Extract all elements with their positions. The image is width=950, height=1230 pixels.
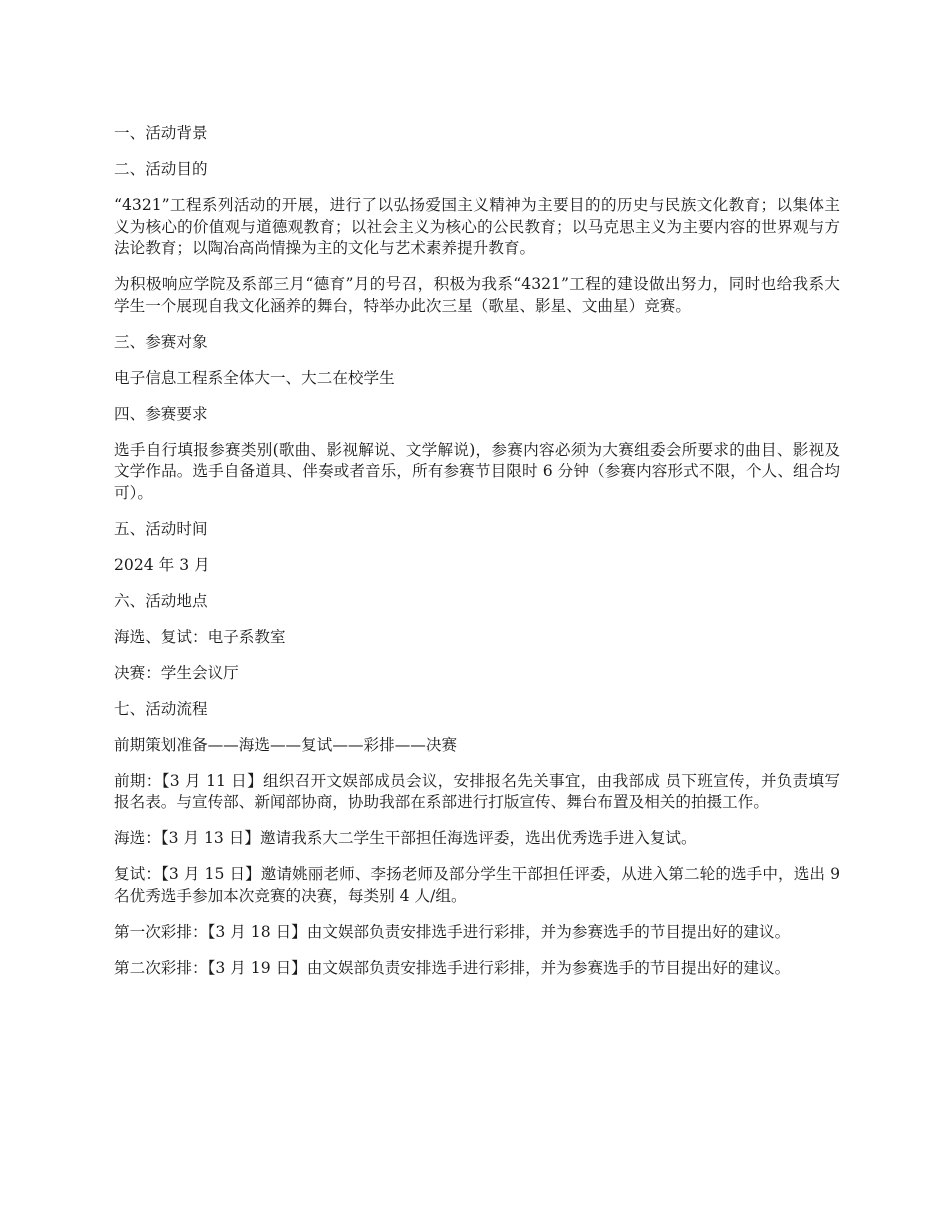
requirements-text: 选手自行填报参赛类别(歌曲、影视解说、文学解说)，参赛内容必须为大赛组委会所要求的曲目、影视及文学作品。选手自备道具、伴奏或者音乐，所有参赛节目限时 6 分钟（参赛内容形式不限，个人、组合均可）。 — [114, 440, 840, 502]
process-overview: 前期策划准备——海选——复试——彩排——决赛 — [114, 735, 458, 754]
section-heading-background: 一、活动背景 — [114, 124, 208, 142]
process-step-rehearsal-2: 第二次彩排：【3 月 19 日】由文娱部负责安排选手进行彩排，并为参赛选手的节目提出好的建议。 — [114, 958, 791, 977]
time-text: 2024 年 3 月 — [114, 555, 210, 574]
section-heading-location: 六、活动地点 — [114, 591, 208, 610]
section-heading-process: 七、活动流程 — [114, 699, 208, 718]
section-heading-participants: 三、参赛对象 — [114, 332, 208, 351]
participants-text: 电子信息工程系全体大一、大二在校学生 — [114, 368, 395, 387]
location-text-prelim: 海选、复试：电子系教室 — [114, 627, 286, 646]
purpose-paragraph-1: “4321”工程系列活动的开展，进行了以弘扬爱国主义精神为主要目的的历史与民族文化教育；以集体主义为核心的价值观与道德观教育；以社会主义为核心的公民教育；以马克思主义为主要内容的世界观与方法论教育；以陶冶高尚情操为主的文化与艺术素养提升教育。 — [114, 196, 840, 257]
process-step-preparation: 前期：【3 月 11 日】组织召开文娱部成员会议，安排报名先关事宜，由我部成 员下班宣传，并负责填写报名表。与宣传部、新闻部协商，协助我部在系部进行打版宣传、舞台布置及相关的拍摄工作。 — [114, 771, 840, 811]
process-step-rehearsal-1: 第一次彩排：【3 月 18 日】由文娱部负责安排选手进行彩排，并为参赛选手的节目提出好的建议。 — [114, 922, 791, 941]
section-heading-time: 五、活动时间 — [114, 519, 208, 538]
process-step-second-round: 复试：【3 月 15 日】邀请姚丽老师、李扬老师及部分学生干部担任评委，从进入第二轮的选手中，选出 9 名优秀选手参加本次竞赛的决赛，每类别 4 人/组。 — [114, 865, 840, 905]
purpose-paragraph-2: 为积极响应学院及系部三月“德育”月的号召，积极为我系“4321”工程的建设做出努力，同时也给我系大学生一个展现自我文化涵养的舞台，特举办此次三星（歌星、影星、文曲星）竞赛。 — [114, 275, 840, 315]
section-heading-requirements: 四、参赛要求 — [114, 404, 208, 423]
process-step-audition: 海选：【3 月 13 日】邀请我系大二学生干部担任海选评委，选出优秀选手进入复试。 — [114, 829, 697, 847]
section-heading-purpose: 二、活动目的 — [114, 160, 208, 178]
location-text-final: 决赛：学生会议厅 — [114, 663, 239, 682]
document-body — [114, 123, 840, 994]
